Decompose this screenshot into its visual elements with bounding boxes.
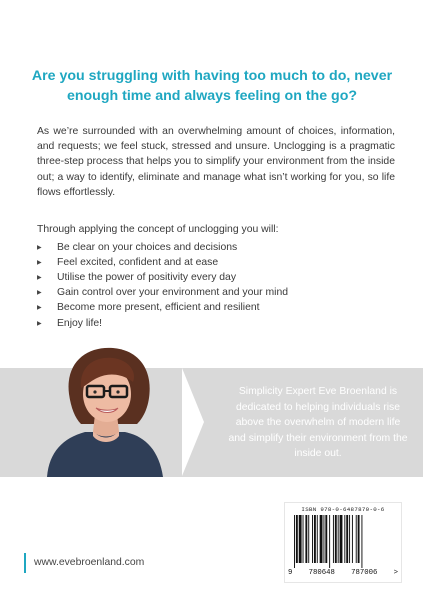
barcode-bar [349, 515, 350, 563]
website-link[interactable]: www.evebroenland.com [34, 557, 145, 568]
barcode-digit-group: 9 [288, 569, 293, 577]
barcode-bar [303, 515, 304, 563]
barcode-bar [314, 515, 316, 563]
barcode-bar [320, 515, 323, 563]
list-item-text: Gain control over your environment and your mind [57, 287, 289, 299]
isbn-barcode [284, 502, 402, 583]
triangle-bullet-icon: ▶ [37, 305, 42, 312]
barcode-digit-group: 787006 [351, 569, 378, 577]
intro-paragraph: As we’re surrounded with an overwhelming amount of choices, information, and requests; we feel stuck, stressed and unsure. Unclogging is a pragmatic three-step process that helps you to simplify your environment from the inside out; a way to identify, eliminate and manage what isn’t working for you, so life flows effortlessly. [37, 126, 395, 198]
barcode-bar [361, 515, 362, 568]
triangle-bullet-icon: ▶ [37, 320, 42, 327]
triangle-bullet-icon: ▶ [37, 275, 42, 282]
barcode-bar [358, 515, 360, 563]
barcode-bar [329, 515, 330, 568]
list-item-text: Utilise the power of positivity every day [57, 272, 237, 284]
triangle-bullet-icon: ▶ [37, 260, 42, 267]
barcode-bar [356, 515, 357, 563]
band-chevron-shape [182, 368, 204, 476]
isbn-label: ISBN 978-0-6487870-0-6 [301, 506, 385, 513]
list-item [37, 315, 377, 330]
website-accent-bar [24, 553, 26, 573]
barcode-bar [296, 515, 298, 563]
list-item [37, 240, 377, 255]
list-item-text: Feel excited, confident and at ease [57, 257, 219, 269]
barcode-digit-group: 780648 [308, 569, 335, 577]
list-item [37, 300, 377, 315]
barcode-bar [338, 515, 339, 563]
barcode-bar [325, 515, 327, 563]
barcode-bar [299, 515, 302, 563]
list-item [37, 255, 377, 270]
list-item-text: Enjoy life! [57, 317, 103, 329]
barcode-bar [335, 515, 337, 563]
triangle-bullet-icon: ▶ [37, 245, 42, 252]
list-item [37, 270, 377, 285]
barcode-bar [323, 515, 324, 563]
benefits-list [37, 240, 377, 331]
triangle-bullet-icon: ▶ [37, 290, 42, 297]
barcode-bars [293, 515, 393, 568]
barcode-bar [333, 515, 334, 563]
barcode-bar [305, 515, 307, 563]
headline: Are you struggling with having too much to do, never enough time and always feeling on the go? [31, 68, 393, 104]
barcode-bar [317, 515, 318, 563]
bullet-lead-in: Through applying the concept of unclogging you will: [37, 224, 279, 235]
author-bio: Simplicity Expert Eve Broenland is dedicated to helping individuals rise above the overwhelm of modern life and simplify their environment from the inside out. [228, 386, 408, 459]
barcode-bar [346, 515, 348, 563]
barcode-bar [340, 515, 343, 563]
author-photo [29, 332, 179, 477]
barcode-bar [308, 515, 309, 563]
barcode-digits [288, 569, 398, 577]
barcode-bar [344, 515, 345, 563]
list-item [37, 285, 377, 300]
list-item-text: Be clear on your choices and decisions [57, 242, 238, 254]
barcode-digit-group: > [393, 569, 398, 577]
barcode-bar [294, 515, 295, 568]
list-item-text: Become more present, efficient and resilient [57, 302, 260, 314]
barcode-bar [352, 515, 353, 563]
barcode-bar [312, 515, 313, 563]
